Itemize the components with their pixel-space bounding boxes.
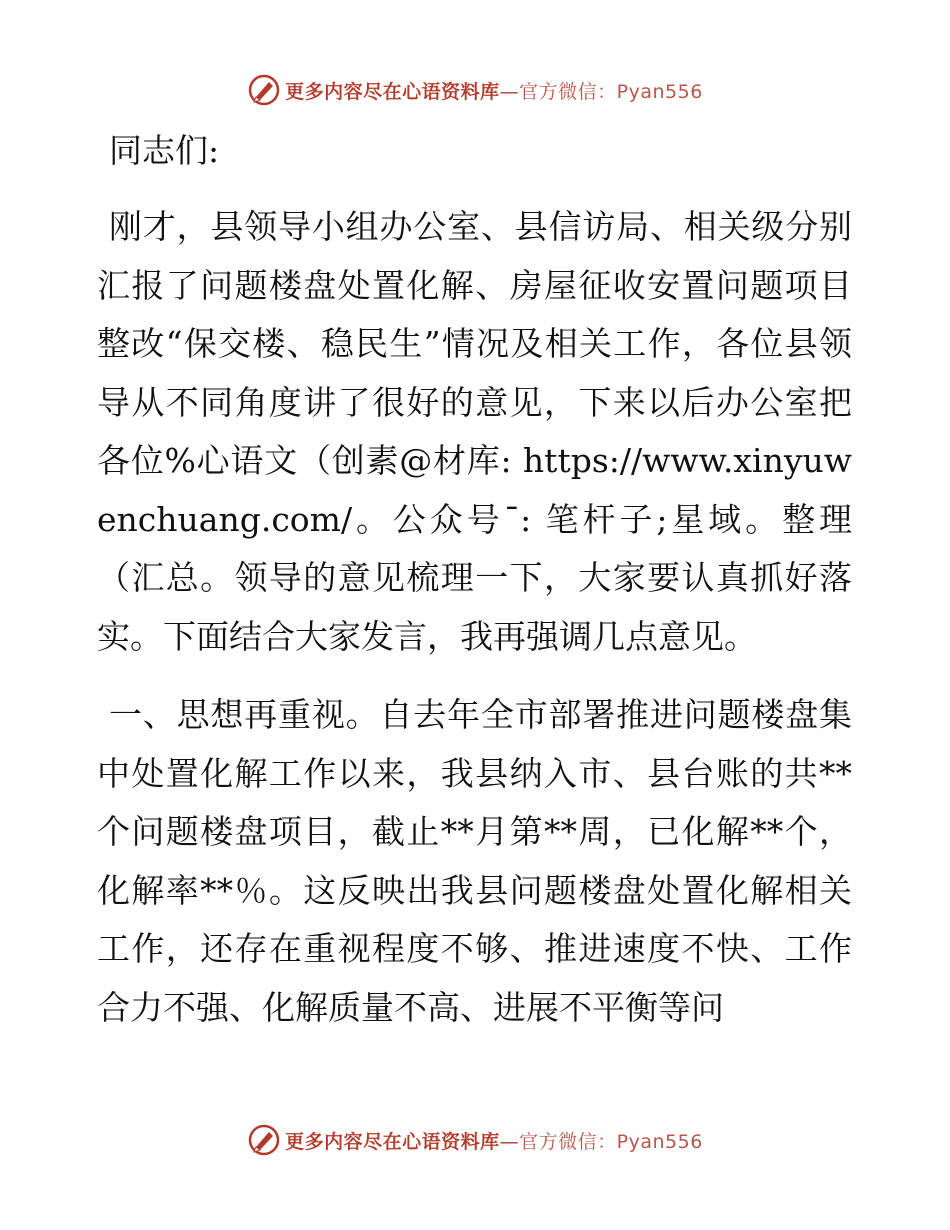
header-watermark	[0, 68, 950, 112]
footer-watermark	[0, 1118, 950, 1162]
paragraph-intro	[97, 198, 852, 666]
paragraph-intro-text: 刚才，县领导小组办公室、县信访局、相关级分别汇报了问题楼盘处置化解、房屋征收安置问题项目整改“保交楼、稳民生”情况及相关工作，各位县领导从不同角度讲了很好的意见，下来以后办公室把各位%心语文（创素@材库: https://www.xinyuwenchuang.com/。公众号¯: 笔杆子;星域。整理（汇总。领导的意见梳理一下，大家要认真抓好落实。下面结合大家发言，我再强调几点意见。	[97, 207, 852, 656]
watermark-brand-text: 更多内容尽在心语资料库	[285, 1130, 500, 1153]
watermark-separator: —	[499, 1130, 520, 1153]
watermark-separator: —	[499, 80, 520, 103]
document-body	[97, 118, 852, 1057]
salutation: 同志们:	[109, 131, 220, 170]
pen-logo-icon	[247, 1123, 281, 1157]
paragraph-section-one-text: 一、思想再重视。自去年全市部署推进问题楼盘集中处置化解工作以来，我县纳入市、县台账的共**个问题楼盘项目，截止**月第**周，已化解**个，化解率**％。这反映出我县问题楼盘处置化解相关工作，还存在重视程度不够、推进速度不快、工作合力不强、化解质量不高、进展不平衡等问	[97, 695, 852, 1027]
paragraph-section-one	[97, 686, 852, 1037]
pen-logo-icon	[247, 73, 281, 107]
watermark-brand-text: 更多内容尽在心语资料库	[285, 80, 500, 103]
watermark-wechat-text: 官方微信：Pyan556	[519, 1130, 703, 1153]
watermark-wechat-text: 官方微信：Pyan556	[519, 80, 703, 103]
